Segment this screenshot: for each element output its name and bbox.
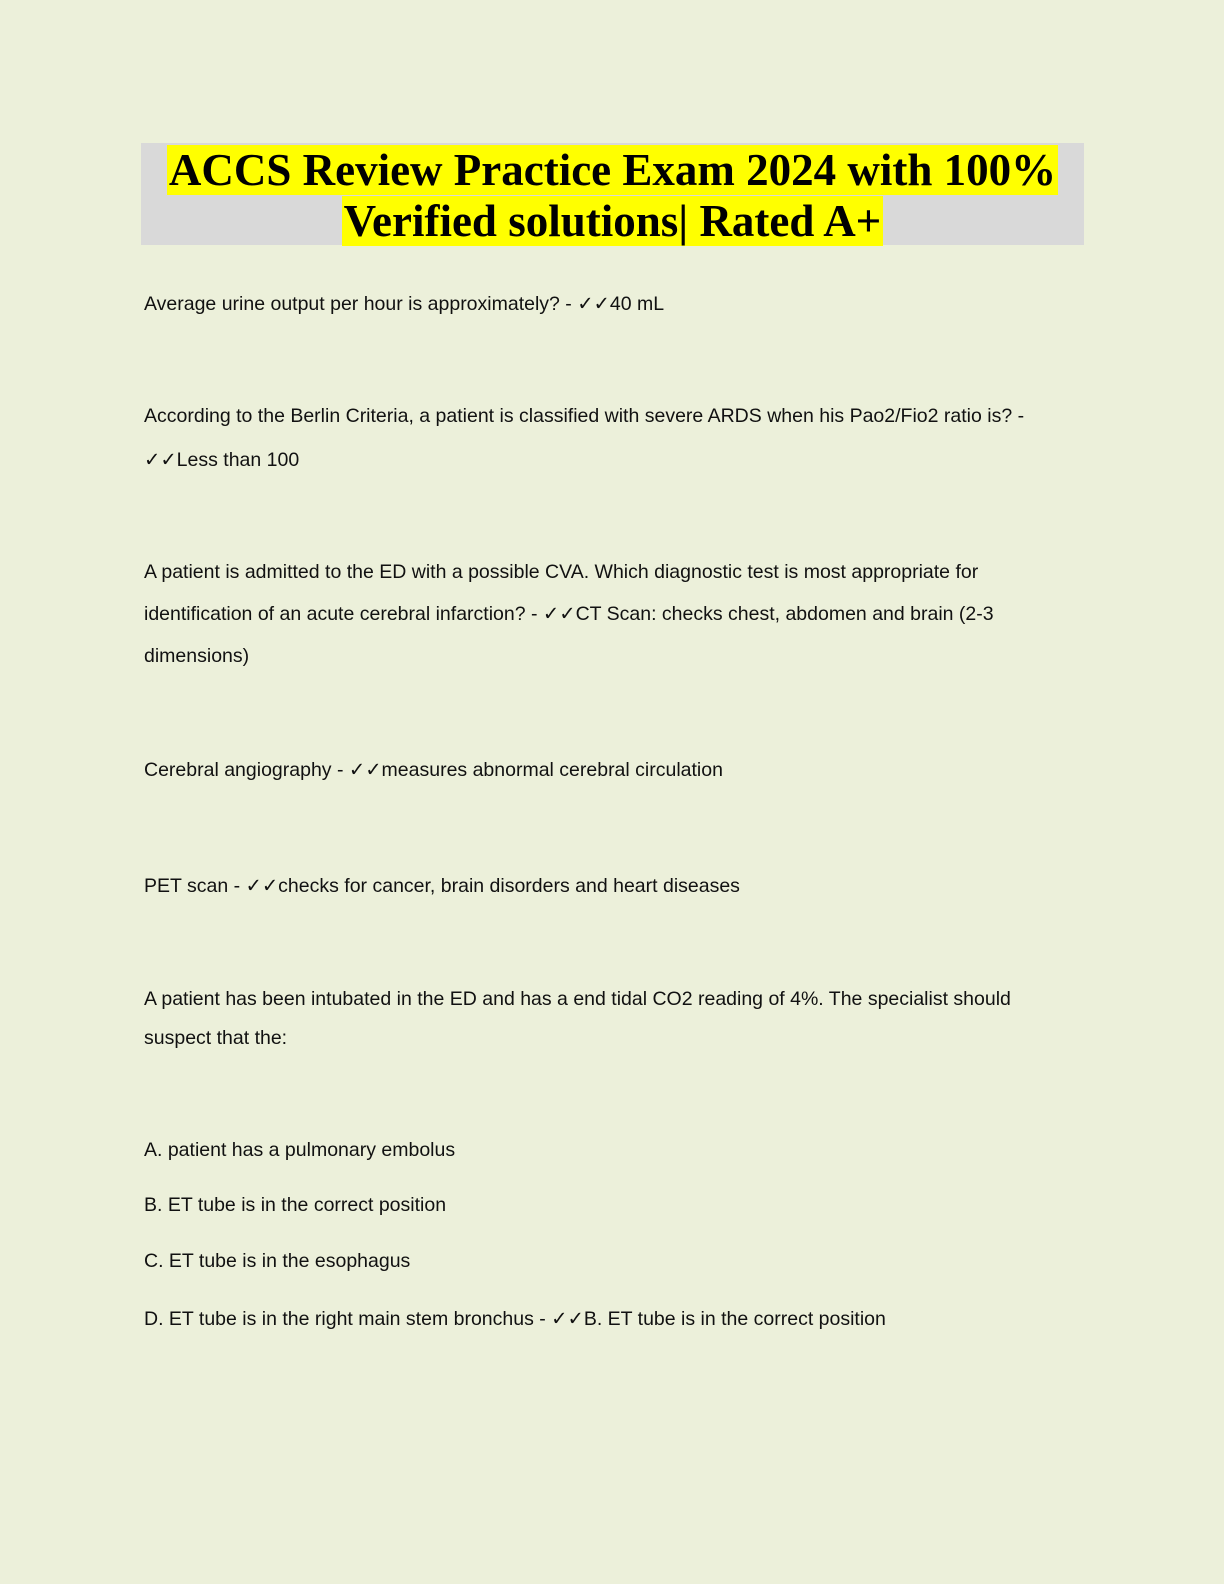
- question-end-tidal-co2-line-2: suspect that the:: [144, 1027, 288, 1049]
- option-b: B. ET tube is in the correct position: [144, 1194, 447, 1216]
- option-d-with-answer: D. ET tube is in the right main stem bronchus - ✓✓B. ET tube is in the correct position: [144, 1308, 886, 1330]
- question-berlin-criteria: According to the Berlin Criteria, a patient is classified with severe ARDS when his Pao2/Fio2 ratio is? -: [144, 405, 1025, 427]
- title-highlight-2: Verified solutions| Rated A+: [343, 196, 882, 246]
- title-highlight-1: ACCS Review Practice Exam 2024 with 100%: [168, 145, 1057, 195]
- document-title-band: [141, 143, 1084, 245]
- question-cva-line-2: identification of an acute cerebral infarction? - ✓✓CT Scan: checks chest, abdomen and brain (2-3: [144, 603, 994, 625]
- document-title-line-2: [141, 196, 1084, 247]
- option-c: C. ET tube is in the esophagus: [144, 1250, 411, 1272]
- question-end-tidal-co2-line-1: A patient has been intubated in the ED and has a end tidal CO2 reading of 4%. The specialist should: [144, 988, 1011, 1010]
- question-cva-line-1: A patient is admitted to the ED with a possible CVA. Which diagnostic test is most appropriate for: [144, 561, 979, 583]
- answer-berlin-criteria: ✓✓Less than 100: [144, 449, 300, 471]
- document-title-line-1: [141, 145, 1084, 196]
- question-urine-output: Average urine output per hour is approximately? - ✓✓40 mL: [144, 293, 665, 315]
- term-pet-scan: PET scan - ✓✓checks for cancer, brain disorders and heart diseases: [144, 875, 740, 897]
- option-a: A. patient has a pulmonary embolus: [144, 1139, 456, 1161]
- question-cva-line-3: dimensions): [144, 645, 250, 667]
- term-cerebral-angiography: Cerebral angiography - ✓✓measures abnormal cerebral circulation: [144, 759, 723, 781]
